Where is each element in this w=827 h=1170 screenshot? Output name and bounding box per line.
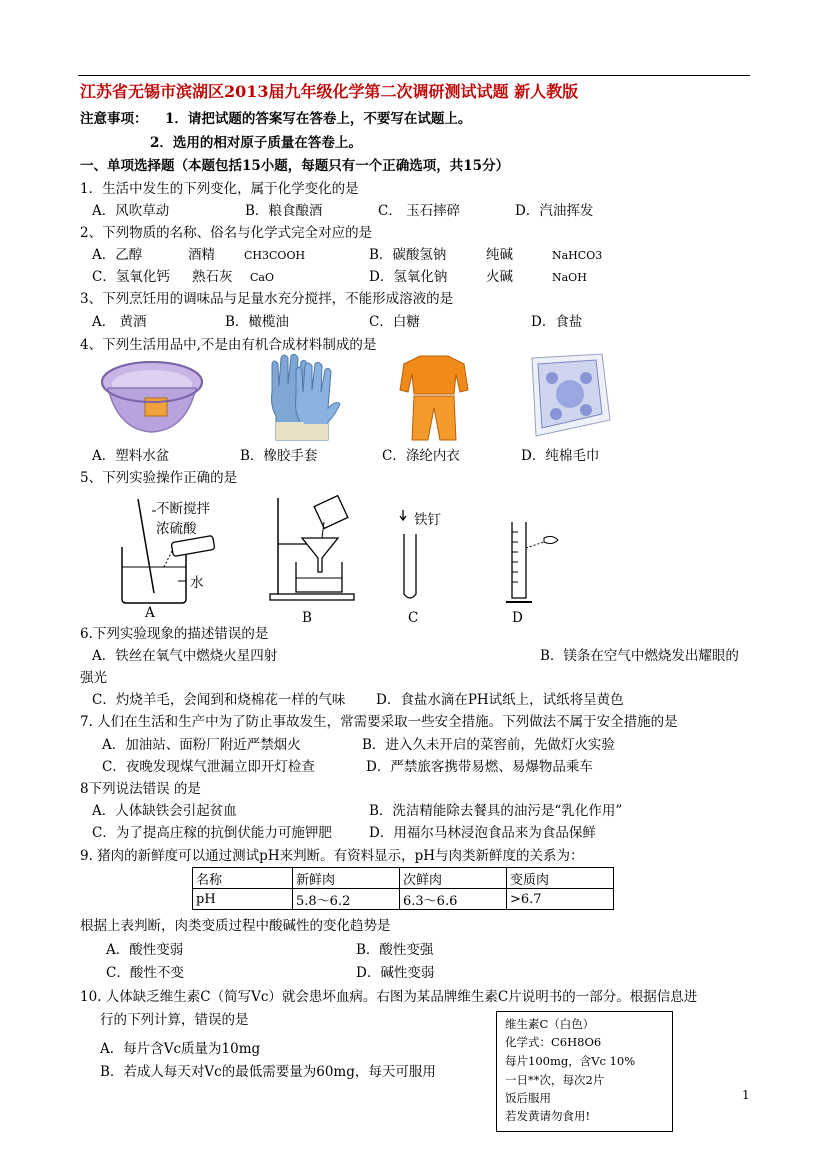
table-cell: 名称 [193,868,293,889]
q6-option-b: B．镁条在空气中燃烧发出耀眼的 [540,648,739,664]
q2-b-name: B．碳酸氢钠 [369,247,447,263]
q10-stem-cont: 行的下列计算，错误的是 [100,1012,249,1028]
note-1: 1．请把试题的答案写在答卷上，不要写在试题上。 [165,111,472,127]
q1-option-d: D．汽油挥发 [515,203,594,219]
page-number: 1 [742,1088,750,1102]
vc-box-line: 一日**次，每次2片 [505,1073,605,1087]
q10-option-a: A．每片含Vc质量为10mg [100,1041,261,1057]
label-conc-sulfuric-acid: 浓硫酸 [156,521,197,537]
table-cell: 次鲜肉 [400,868,507,889]
q2-d-formula: NaOH [552,271,587,284]
q9-option-d: D．碱性变弱 [356,965,435,981]
rubber-gloves-image [262,352,342,442]
q2-stem: 2、下列物质的名称、俗名与化学式完全对应的是 [80,225,373,241]
q7-stem: 7. 人们在生活和生产中为了防止事故发生，常需要采取一些安全措施。下列做法不属于安全措施的是 [80,714,678,730]
q3-option-c: C．白糖 [369,314,420,330]
vc-box-line: 若发黄请勿食用! [505,1109,591,1123]
q1-option-a: A．风吹草动 [92,203,170,219]
vc-box-line: 每片100mg，含Vc 10% [505,1054,636,1068]
q1-option-b: B．粮食酿酒 [245,203,323,219]
q10-option-b: B．若成人每天对Vc的最低需要量为60mg，每天可服用 [100,1064,436,1080]
q3-option-b: B．橄榄油 [225,314,289,330]
vc-box-line: 维生素C（白色） [505,1017,595,1031]
table-cell: >6.7 [507,889,614,910]
table-cell: 5.8～6.2 [293,889,400,910]
q4-option-d: D．纯棉毛巾 [521,448,600,464]
q9-option-c: C．酸性不变 [106,965,184,981]
ph-freshness-table [192,867,614,910]
q6-option-a: A．铁丝在氧气中燃烧火星四射 [92,648,278,664]
q9-stem: 9. 猪肉的新鲜度可以通过测试pH来判断。有资料显示，pH与肉类新鲜度的关系为： [80,848,584,864]
q4-option-b: B．橡胶手套 [240,448,318,464]
apparatus-d-graduated-cylinder [500,518,562,608]
section-heading: 一、单项选择题（本题包括15小题，每题只有一个正确选项，共15分） [80,158,510,174]
q4-option-c: C．涤纶内衣 [382,448,460,464]
q2-a-common: 酒精 [188,247,215,263]
table-row [193,889,614,910]
q2-c-name: C．氢氧化钙 [92,269,170,285]
q7-option-d: D．严禁旅客携带易燃、易爆物品乘车 [366,759,593,775]
q4-option-a: A．塑料水盆 [92,448,170,464]
q3-option-a: A． 黄酒 [92,314,147,330]
q8-option-a: A．人体缺铁会引起贫血 [92,803,237,819]
q8-option-d: D．用福尔马林浸泡食品来为食品保鲜 [369,825,596,841]
q2-a-name: A．乙醇 [92,247,143,263]
q5-option-d: D [512,610,523,626]
q8-option-b: B．洗洁精能除去餐具的油污是“乳化作用” [369,803,623,819]
vc-box-line: 化学式：C6H8O6 [505,1035,602,1049]
q2-b-common: 纯碱 [486,247,513,263]
header-rule [78,75,750,76]
q2-c-common: 熟石灰 [192,269,233,285]
q3-option-d: D．食盐 [531,314,583,330]
q9-option-a: A．酸性变弱 [106,942,184,958]
label-water: 水 [190,575,204,591]
label-stir: 不断搅拌 [156,501,210,517]
q5-stem: 5、下列实验操作正确的是 [80,470,238,486]
q1-option-c: C． 玉石摔碎 [378,203,461,219]
plastic-basin-image [100,358,205,440]
vitamin-c-label-box [496,1011,673,1132]
q9-follow: 根据上表判断，肉类变质过程中酸碱性的变化趋势是 [80,918,391,934]
table-cell: 新鲜肉 [293,868,400,889]
q2-a-formula: CH3COOH [244,249,306,262]
q10-stem: 10. 人体缺乏维生素C（简写Vc）就会患坏血病。右图为某品牌维生素C片说明书的一部分。根据信息进 [80,989,698,1005]
q7-option-b: B．进入久未开启的菜窖前，先做灯火实验 [362,737,615,753]
q7-option-a: A．加油站、面粉厂附近严禁烟火 [102,737,301,753]
q9-option-b: B．酸性变强 [356,942,434,958]
polyester-underwear-image [398,352,470,442]
q2-d-name: D．氢氧化钠 [369,269,448,285]
table-cell: 6.3～6.6 [400,889,507,910]
cotton-towel-image [522,350,612,440]
page-title: 江苏省无锡市滨湖区2013届九年级化学第二次调研测试试题 新人教版 [80,82,579,101]
table-cell: 变质肉 [507,868,614,889]
q5-option-a: A [145,605,155,621]
q3-stem: 3、下列烹饪用的调味品与足量水充分搅拌，不能形成溶液的是 [80,291,454,307]
q6-option-c: C．灼烧羊毛，会闻到和烧棉花一样的气味 [92,692,346,708]
q1-stem: 1．生活中发生的下列变化，属于化学变化的是 [80,181,359,197]
q2-d-common: 火碱 [486,269,513,285]
q2-b-formula: NaHCO3 [552,249,603,262]
q8-option-c: C．为了提高庄稼的抗倒伏能力可施钾肥 [92,825,332,841]
q6-stem: 6.下列实验现象的描述错误的是 [80,626,269,642]
note-2: 2．选用的相对原子质量在答卷上。 [150,135,362,151]
q4-stem: 4、下列生活用品中,不是由有机合成材料制成的是 [80,337,377,353]
q6-option-b-cont: 强光 [80,670,107,686]
q8-stem: 8下列说法错误 的是 [80,781,201,797]
label-iron-nail: 铁钉 [414,512,441,528]
table-header-row [193,868,614,889]
table-cell: pH [193,889,293,910]
apparatus-b-filtration [266,492,358,604]
q6-option-d: D．食盐水滴在PH试纸上，试纸将呈黄色 [376,692,624,708]
q7-option-c: C．夜晚发现煤气泄漏立即开灯检查 [102,759,315,775]
q5-option-c: C [408,610,419,626]
vc-box-line: 饭后服用 [505,1091,551,1105]
q5-option-b: B [302,610,312,626]
q2-c-formula: CaO [250,271,274,284]
notes-label: 注意事项： [80,111,148,127]
